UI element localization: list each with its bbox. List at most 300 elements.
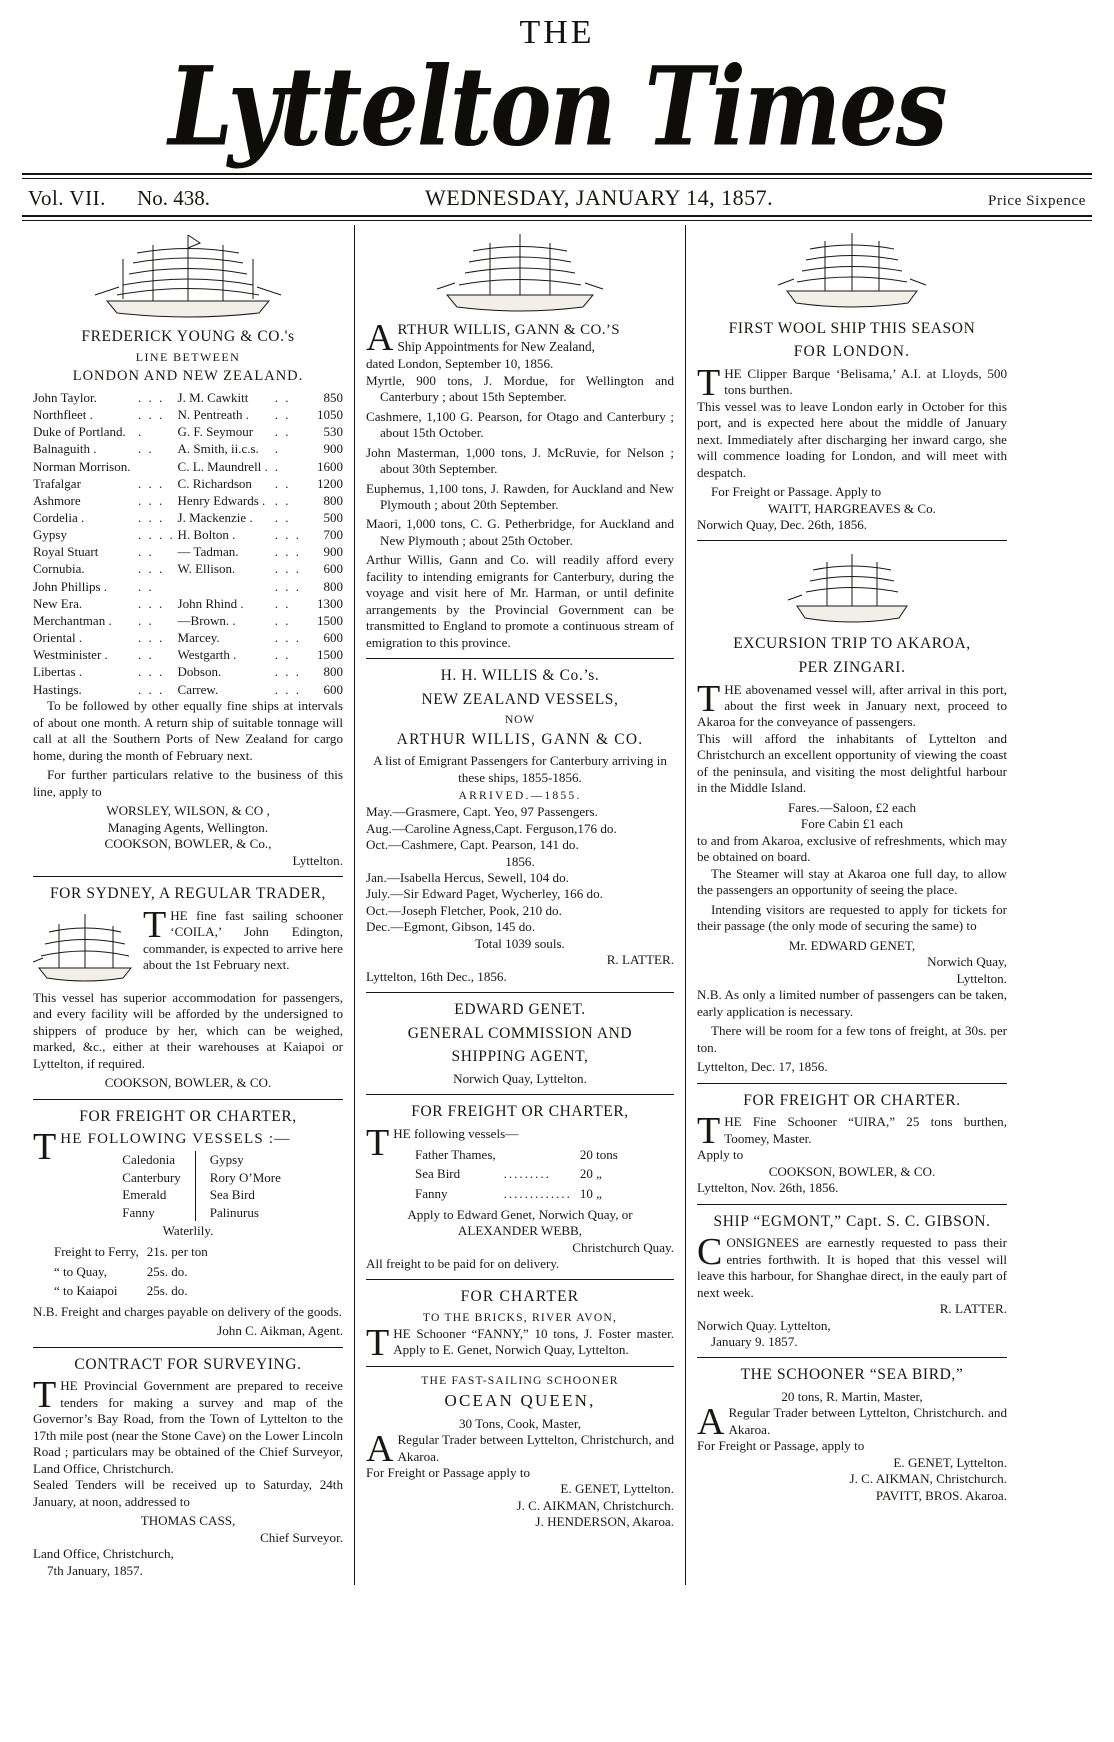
rate-value: 25s. do. bbox=[146, 1263, 188, 1279]
ad-apply: For Freight or Passage, apply to bbox=[697, 1438, 865, 1454]
leader-dots: . . bbox=[274, 389, 291, 405]
rate-label: Freight to Ferry, bbox=[54, 1244, 139, 1260]
ad-title-line-2: LINE BETWEEN bbox=[135, 350, 241, 365]
table-row bbox=[51, 1263, 211, 1280]
ad-title-4: ARTHUR WILLIS, GANN & CO. bbox=[396, 730, 644, 748]
ship-name: John Taylor. bbox=[33, 389, 97, 405]
leader-dots: ......... bbox=[503, 1166, 551, 1182]
leader-dots: . . . bbox=[137, 561, 165, 577]
columns bbox=[22, 225, 1092, 1585]
ad-ocean-queen bbox=[366, 1374, 674, 1531]
ad-title-1: RTHUR WILLIS, GANN & CO.’S bbox=[397, 321, 621, 338]
table-row bbox=[33, 561, 343, 578]
divider bbox=[697, 1357, 1007, 1358]
leader-dots: . . bbox=[274, 509, 291, 525]
vessel-tonnage-table bbox=[410, 1144, 623, 1204]
leader-dots: . . . bbox=[137, 389, 165, 405]
ad-signature: COOKSON, BOWLER, & CO. bbox=[104, 1075, 272, 1091]
ad-title: CONTRACT FOR SURVEYING. bbox=[74, 1355, 302, 1373]
table-row bbox=[33, 458, 343, 475]
ad-signature-1: WAITT, HARGREAVES & Co. bbox=[768, 500, 936, 516]
agent-list bbox=[697, 1455, 1007, 1504]
drop-cap: T bbox=[697, 361, 721, 404]
vessel-name: Fanny bbox=[122, 1204, 155, 1220]
vessel-name: Sea Bird bbox=[415, 1166, 461, 1182]
fares-line-2: Fore Cabin £1 each bbox=[800, 816, 904, 832]
vessel-name: Gypsy bbox=[209, 1151, 244, 1167]
agents-line-4: Lyttelton. bbox=[292, 852, 343, 868]
vessel-list-right bbox=[196, 1151, 295, 1221]
table-row bbox=[33, 441, 343, 458]
steamer-icon bbox=[787, 548, 917, 628]
ship-name: Balnaguith . bbox=[33, 441, 97, 457]
masthead-the: THE bbox=[519, 14, 595, 51]
ship-name: Northfleet . bbox=[33, 407, 93, 423]
ad-title: SHIP “EGMONT,” Capt. S. C. GIBSON. bbox=[713, 1212, 991, 1230]
table-row bbox=[33, 389, 343, 406]
divider bbox=[697, 1083, 1007, 1084]
ad-title-1: THE SCHOONER “SEA BIRD,” bbox=[740, 1366, 964, 1384]
agent-line: E. GENET, Lyttelton. bbox=[560, 1481, 674, 1497]
ship-name: Cordelia . bbox=[33, 509, 85, 525]
ad-arthur-willis bbox=[366, 229, 674, 652]
ad-title-3: 30 Tons, Cook, Master, bbox=[459, 1415, 581, 1431]
vessel-name: Palinurus bbox=[209, 1204, 259, 1220]
leader-dots: . . . bbox=[137, 595, 165, 611]
drop-cap: T bbox=[697, 1110, 721, 1153]
rate-value: 21s. per ton bbox=[146, 1244, 208, 1260]
ad-uira-charter bbox=[697, 1091, 1007, 1197]
leader-dots: . . . bbox=[274, 578, 301, 594]
vessel-name: Father Thames, bbox=[415, 1146, 496, 1162]
ship-name: Norman Morrison. bbox=[33, 458, 131, 474]
table-row bbox=[33, 510, 343, 527]
arrival-row: Aug.—Caroline Agness,Capt. Ferguson,176 do. bbox=[366, 820, 617, 836]
ship-master: —Brown. . bbox=[177, 612, 236, 628]
volume-label: Vol. VII. bbox=[28, 185, 106, 210]
ship-tonnage: 1500 bbox=[317, 647, 343, 663]
vessel-name: Caledonia bbox=[122, 1151, 176, 1167]
ad-body bbox=[697, 1401, 1007, 1444]
ad-dateline: dated London, September 10, 1856. bbox=[366, 356, 554, 372]
ad-title-1: EDWARD GENET. bbox=[454, 1001, 586, 1019]
ad-sydney-trader bbox=[33, 884, 343, 1091]
ad-hh-willis-passenger-list bbox=[366, 666, 674, 985]
ad-body bbox=[697, 677, 1007, 731]
ad-title-2: Ship Appointments for New Zealand, bbox=[397, 339, 595, 355]
ad-nb: N.B. As only a limited number of passengers can be taken, early application is necessary. bbox=[697, 987, 1007, 1019]
table-row bbox=[33, 544, 343, 561]
ship-name: Trafalgar bbox=[33, 475, 81, 491]
drop-cap: T bbox=[697, 677, 721, 720]
ad-paragraph-3: For Freight or Passage. Apply to bbox=[711, 484, 882, 500]
ship-tonnage: 900 bbox=[323, 544, 343, 560]
ad-title: FOR FREIGHT OR CHARTER, bbox=[79, 1107, 297, 1125]
ship-tonnage: 500 bbox=[323, 509, 343, 525]
ad-body bbox=[366, 1428, 674, 1471]
leader-dots: . . bbox=[137, 578, 154, 594]
ad-signature-2: Norwich Quay, bbox=[927, 954, 1007, 970]
ship-tonnage: 700 bbox=[323, 527, 343, 543]
vessel-last: Waterlily. bbox=[162, 1223, 214, 1239]
agent-line: J. C. AIKMAN, Christchurch. bbox=[849, 1471, 1007, 1487]
divider bbox=[366, 1279, 674, 1280]
vessel-tonnage: 20 „ bbox=[579, 1166, 602, 1182]
ad-body-text: ONSIGNEES are earnestly requested to pass their entries forthwith. It is hoped that this vessel will leave this harbour, for Shanghae direct, in the eauly part of next week. bbox=[697, 1235, 1007, 1300]
leader-dots: . bbox=[137, 424, 144, 440]
ad-title-1: H. H. WILLIS & Co.’s. bbox=[440, 667, 600, 685]
arrival-row: May.—Grasmere, Capt. Yeo, 97 Passengers. bbox=[366, 804, 598, 820]
agents-line-2: Managing Agents, Wellington. bbox=[107, 819, 269, 835]
table-row bbox=[33, 475, 343, 492]
ad-paragraph-1: To be followed by other equally fine ships at intervals of about one month. A return ship of suitable tonnage will call at all the Southern Ports of New Zealand for cargo home, during the month of February next. bbox=[33, 698, 343, 763]
drop-cap: T bbox=[366, 1321, 390, 1364]
ship-name: Oriental . bbox=[33, 630, 83, 646]
ship-appointments-list bbox=[366, 373, 674, 550]
ad-signature: R. LATTER. bbox=[606, 952, 674, 968]
ad-paragraph-2: This will afford the inhabitants of Lyttelton and Christchurch an excellent opportunity of viewing the coast of the peninsula, and visiting the most delightful harbour in the Middle Island. bbox=[697, 730, 1007, 796]
ship-name: Ashmore bbox=[33, 492, 81, 508]
arrivals-1855 bbox=[366, 804, 674, 853]
ship-master: A. Smith, ii.c.s. bbox=[177, 441, 259, 457]
leader-dots: . . bbox=[274, 595, 291, 611]
ad-footer-1: Land Office, Christchurch, bbox=[33, 1546, 174, 1562]
ad-title: FOR FREIGHT OR CHARTER, bbox=[411, 1103, 629, 1121]
ad-frederick-young bbox=[33, 229, 343, 870]
issue-bar-rule bbox=[22, 215, 1092, 221]
ad-body bbox=[697, 361, 1007, 404]
divider bbox=[366, 658, 674, 659]
ad-signature-1: THOMAS CASS, bbox=[140, 1513, 236, 1529]
ship-name: John Phillips . bbox=[33, 578, 108, 594]
ad-title-1: EXCURSION TRIP TO AKAROA, bbox=[733, 635, 971, 653]
leader-dots: . . . bbox=[137, 630, 165, 646]
ship-name: Duke of Portland. bbox=[33, 424, 126, 440]
ad-note: All freight to be paid for on delivery. bbox=[366, 1255, 560, 1271]
ad-body-text: HE Clipper Barque ‘Belisama,’ A.I. at Lloyds, 500 tons burthen. bbox=[724, 365, 1007, 398]
leader-dots: ............. bbox=[503, 1185, 572, 1201]
table-row bbox=[33, 613, 343, 630]
ship-tonnage: 800 bbox=[323, 492, 343, 508]
leader-dots: . . . bbox=[137, 492, 165, 508]
ad-paragraph-3: The Steamer will stay at Akaroa one full day, to allow the passengers an opportunity of seeing the place. bbox=[697, 865, 1007, 898]
ad-title: FOR SYDNEY, A REGULAR TRADER, bbox=[49, 885, 327, 903]
ship-tonnage: 600 bbox=[323, 681, 343, 697]
ad-paragraph: A list of Emigrant Passengers for Canterbury arriving in these ships, 1855-1856. bbox=[373, 753, 667, 785]
ship-name: New Era. bbox=[33, 595, 83, 611]
ad-signature-2: Lyttelton, Nov. 26th, 1856. bbox=[697, 1180, 839, 1196]
ad-title-1: THE FAST-SAILING SCHOONER bbox=[421, 1373, 619, 1387]
ship-master: C. L. Maundrell . bbox=[177, 458, 268, 474]
issue-bar bbox=[22, 179, 1092, 215]
leader-dots: . . . bbox=[137, 681, 165, 697]
vessel-tonnage: 20 tons bbox=[579, 1146, 618, 1162]
ad-paragraph-2: This vessel was to leave London early in October for this port, and is expected here about the middle of January next. Immediately after discharging her inward cargo, she will commence loading for London, and will meet with despatch. bbox=[697, 398, 1007, 480]
agent-line: J. C. AIKMAN, Christchurch. bbox=[516, 1497, 674, 1513]
leader-dots: . . bbox=[137, 612, 154, 628]
ad-body bbox=[33, 908, 343, 974]
ad-body bbox=[366, 1321, 674, 1364]
leader-dots: . . bbox=[274, 612, 291, 628]
ad-title-2: 20 tons, R. Martin, Master, bbox=[781, 1389, 923, 1404]
ship-master: G. F. Seymour bbox=[177, 424, 254, 440]
ad-footer-2: January 9. 1857. bbox=[711, 1334, 798, 1349]
divider bbox=[366, 1366, 674, 1367]
ad-paragraph-2: This vessel has superior accommodation for passengers, and every facility will be afforded by the undersigned to shippers of produce by her, which can be weighed, marked, &c., either at their warehouses at Kaiapoi or Lyttelton, if required. bbox=[33, 989, 343, 1071]
table-row bbox=[33, 527, 343, 544]
fares-note: to and from Akaroa, exclusive of refreshments, which may be obtained on board. bbox=[697, 832, 1007, 865]
ship-master: C. Richardson bbox=[177, 475, 252, 491]
ad-apply: For Freight or Passage apply to bbox=[366, 1465, 531, 1480]
ad-body-text: HE abovenamed vessel will, after arrival in this port, about the first week in January next, proceed to Akaroa for the conveyance of passengers. bbox=[697, 681, 1007, 730]
ad-ship-egmont bbox=[697, 1212, 1007, 1351]
table-row bbox=[33, 647, 343, 664]
ad-title-3: SHIPPING AGENT, bbox=[451, 1048, 589, 1066]
vessel-columns bbox=[60, 1151, 343, 1221]
ship-master: H. Bolton . bbox=[177, 527, 236, 543]
leader-dots bbox=[501, 1146, 575, 1163]
divider bbox=[697, 540, 1007, 541]
ship-name: Hastings. bbox=[33, 681, 82, 697]
rate-label: “ to Quay, bbox=[54, 1263, 107, 1279]
leader-dots: . . . bbox=[137, 664, 165, 680]
leader-dots: . . . bbox=[274, 544, 301, 560]
vessel-list-left bbox=[108, 1151, 195, 1221]
ad-title-2: GENERAL COMMISSION AND bbox=[407, 1024, 633, 1042]
ship-master: Carrew. bbox=[177, 681, 219, 697]
vessel-name: Fanny bbox=[415, 1185, 448, 1201]
leader-dots bbox=[138, 458, 178, 475]
ad-for-charter-fanny bbox=[366, 1287, 674, 1364]
leader-dots: . . bbox=[274, 647, 291, 663]
ship-name: Gypsy bbox=[33, 527, 67, 543]
table-row bbox=[33, 578, 343, 595]
leader-dots: . . bbox=[274, 492, 291, 508]
ship-master: Dobson. bbox=[177, 664, 222, 680]
ship-tonnage: 1050 bbox=[317, 407, 343, 423]
ad-footer-1: Norwich Quay. Lyttelton, bbox=[697, 1317, 831, 1333]
ship-name: Westminister . bbox=[33, 647, 108, 663]
ad-footer-2: 7th January, 1857. bbox=[47, 1562, 143, 1578]
arrived-heading: ARRIVED.—1855. bbox=[458, 789, 582, 803]
ship-master: Marcey. bbox=[177, 630, 220, 646]
ship-tonnage: 530 bbox=[323, 424, 343, 440]
vessel-name: Sea Bird bbox=[209, 1187, 255, 1203]
table-row bbox=[33, 407, 343, 424]
ad-paragraph-2: Sealed Tenders will be received up to Saturday, 24th January, at noon, addressed to bbox=[33, 1477, 343, 1509]
ad-signature-2: Norwich Quay, Dec. 26th, 1856. bbox=[697, 516, 868, 532]
ship-tonnage: 1200 bbox=[317, 475, 343, 491]
table-row bbox=[412, 1166, 621, 1183]
leader-dots: . . bbox=[137, 441, 154, 457]
ad-title-block bbox=[366, 316, 674, 359]
ad-title-2: FOR LONDON. bbox=[793, 343, 911, 361]
drop-cap: T bbox=[33, 1374, 57, 1417]
ad-body-text: HE Provincial Government are prepared to receive tenders for making a survey and map of the Governor’s Bay Road, from the Town of Lyttelton to the 17th mile post (near the Stone Cave) on the Lower Lincoln Road ; particulars may be obtained of the Chief Surveyor, Land Office, Christchurch. bbox=[33, 1378, 343, 1476]
leader-dots: . bbox=[274, 458, 280, 474]
ad-footer: Lyttelton, Dec. 17, 1856. bbox=[697, 1059, 828, 1075]
vessel-name: Rory O’More bbox=[209, 1169, 281, 1185]
ship-name: Royal Stuart bbox=[33, 544, 99, 560]
leader-dots: . . . bbox=[274, 630, 301, 646]
ship-appointment: Maori, 1,000 tons, C. G. Petherbridge, for Auckland and New Plymouth ; about 25th October. bbox=[366, 516, 674, 548]
ship-master: W. Ellison. bbox=[177, 561, 236, 577]
freight-rates-table bbox=[49, 1242, 213, 1302]
ad-signature-1: Mr. EDWARD GENET, bbox=[788, 937, 916, 953]
leader-dots: . . . bbox=[274, 561, 301, 577]
leader-dots: . . . bbox=[137, 407, 165, 423]
rate-label: “ to Kaiapoi bbox=[54, 1282, 118, 1298]
ship-master bbox=[178, 578, 275, 595]
ad-edward-genet bbox=[366, 1000, 674, 1087]
divider bbox=[33, 1347, 343, 1348]
column-1 bbox=[22, 225, 354, 1585]
table-row bbox=[51, 1282, 211, 1299]
ad-body-text: HE fine fast sailing schooner ‘COILA,’ John Edington, commander, is expected to arrive here about the 1st February next. bbox=[143, 907, 343, 973]
divider bbox=[366, 1094, 674, 1095]
ship-tonnage: 600 bbox=[323, 630, 343, 646]
ad-apply: Apply to Edward Genet, Norwich Quay, or bbox=[407, 1206, 633, 1222]
year-1856: 1856. bbox=[505, 853, 535, 869]
newspaper-page bbox=[0, 14, 1114, 1742]
ad-body-text: HE Schooner “FANNY,” 10 tons, J. Foster master. Apply to E. Genet, Norwich Quay, Lyttelton. bbox=[393, 1325, 674, 1358]
leader-dots: . . bbox=[137, 647, 154, 663]
table-row bbox=[33, 630, 343, 647]
divider bbox=[697, 1204, 1007, 1205]
ship-tonnage: 800 bbox=[323, 664, 343, 680]
drop-cap: C bbox=[697, 1231, 723, 1274]
ship-master: N. Pentreath . bbox=[177, 407, 250, 423]
ad-signature-3: Lyttelton. bbox=[956, 970, 1007, 986]
ad-title-1: FIRST WOOL SHIP THIS SEASON bbox=[728, 319, 976, 337]
vessel-name: Emerald bbox=[122, 1187, 167, 1203]
ad-body-text: Regular Trader between Lyttelton, Christchurch. and Akaroa. bbox=[728, 1405, 1007, 1437]
divider bbox=[366, 992, 674, 993]
arrival-row: Dec.—Egmont, Gibson, 145 do. bbox=[366, 919, 536, 935]
vessel-tonnage: 10 „ bbox=[579, 1185, 602, 1201]
ad-first-wool-ship bbox=[697, 229, 1007, 534]
leader-dots: . . bbox=[274, 424, 291, 440]
ship-master: J. Mackenzie . bbox=[177, 509, 253, 525]
drop-cap: A bbox=[366, 316, 394, 359]
ship-appointment: Euphemus, 1,100 tons, J. Rawden, for Auckland and New Plymouth ; about 20th September. bbox=[366, 480, 674, 512]
ship-tonnage: 900 bbox=[323, 441, 343, 457]
ship-master: Westgarth . bbox=[177, 647, 237, 663]
drop-cap: T bbox=[143, 907, 167, 946]
table-row bbox=[51, 1244, 211, 1261]
ad-signature: R. LATTER. bbox=[939, 1301, 1007, 1317]
divider bbox=[33, 876, 343, 877]
leader-dots: . . bbox=[137, 544, 154, 560]
ad-title-3: NOW bbox=[504, 713, 536, 727]
issue-date: WEDNESDAY, JANUARY 14, 1857. bbox=[424, 184, 774, 210]
divider bbox=[33, 1099, 343, 1100]
column-2 bbox=[354, 225, 686, 1585]
table-row bbox=[412, 1146, 621, 1163]
ad-title-1: FOR CHARTER bbox=[460, 1288, 580, 1306]
vessel-name: Canterbury bbox=[122, 1169, 181, 1185]
drop-cap: T bbox=[33, 1126, 57, 1169]
leader-dots: . . . bbox=[274, 664, 301, 680]
ship-appointment: Myrtle, 900 tons, J. Mordue, for Wellington and Canterbury ; about 15th September. bbox=[366, 372, 674, 405]
ad-signature-1: ALEXANDER WEBB, bbox=[457, 1223, 583, 1239]
agents-line-1: WORSLEY, WILSON, & CO , bbox=[106, 803, 270, 819]
ship-appointment: John Masterman, 1,000 tons, J. McRuvie, for Nelson ; about 30th September. bbox=[366, 444, 674, 477]
ad-title-line-1: FREDERICK YOUNG & CO.'s bbox=[81, 327, 295, 345]
ad-title-line-3: LONDON AND NEW ZEALAND. bbox=[72, 368, 304, 385]
ad-signature-2: Christchurch Quay. bbox=[572, 1239, 674, 1255]
table-row bbox=[33, 664, 343, 681]
arrival-row: Oct.—Joseph Fletcher, Pook, 210 do. bbox=[366, 902, 562, 918]
ad-freight-or-charter-vessels bbox=[33, 1107, 343, 1340]
ship-master: — Tadman. bbox=[177, 544, 239, 560]
ad-title: FOR FREIGHT OR CHARTER. bbox=[743, 1091, 961, 1109]
ship-name: Merchantman . bbox=[33, 612, 112, 628]
ad-genet-freight-charter bbox=[366, 1102, 674, 1272]
ad-signature: John C. Aikman, Agent. bbox=[217, 1323, 343, 1339]
ship-name: Libertas . bbox=[33, 664, 83, 680]
leader-dots: . . . bbox=[274, 527, 301, 543]
sailing-ship-icon bbox=[435, 229, 605, 315]
ad-contract-for-surveying bbox=[33, 1355, 343, 1579]
ad-paragraph: Arthur Willis, Gann and Co. will readily afford every facility to intending emigrants for Canterbury, during the voyage and visit here of Mr. Harman, or until definite arrangements by the Provincial Government can be transmitted to England to promote a continuous stream of emigration to this province. bbox=[366, 552, 674, 650]
ship-master: J. M. Cawkitt bbox=[177, 389, 249, 405]
agents-line-3: COOKSON, BOWLER, & Co., bbox=[104, 836, 272, 852]
leader-dots: . bbox=[274, 441, 280, 457]
ad-intro: HE following vessels— bbox=[393, 1125, 519, 1141]
table-row bbox=[33, 681, 343, 698]
ad-paragraph-4: Intending visitors are requested to apply for tickets for their passage (the only mode of securing the same) to bbox=[697, 901, 1007, 934]
ad-body bbox=[33, 1374, 343, 1477]
ad-body bbox=[697, 1110, 1007, 1153]
ship-tonnage: 800 bbox=[323, 578, 343, 594]
table-row bbox=[33, 595, 343, 612]
ad-body-text: Regular Trader between Lyttelton, Christchurch, and Akaroa. bbox=[397, 1432, 674, 1464]
ad-paragraph-5: There will be room for a few tons of freight, at 30s. per ton. bbox=[697, 1023, 1007, 1055]
fares-line-1: Fares.—Saloon, £2 each bbox=[788, 799, 916, 815]
table-row bbox=[33, 424, 343, 441]
ad-title-2: OCEAN QUEEN, bbox=[444, 1391, 596, 1411]
agent-list bbox=[366, 1481, 674, 1530]
ship-tonnage: 1600 bbox=[317, 458, 343, 474]
ad-subtitle: HE FOLLOWING VESSELS :— bbox=[60, 1131, 291, 1148]
leader-dots: . . . . bbox=[137, 527, 175, 543]
arrivals-1856 bbox=[366, 870, 674, 936]
ad-title-2: TO THE BRICKS, RIVER AVON, bbox=[422, 1310, 618, 1324]
ad-signature-1: COOKSON, BOWLER, & CO. bbox=[768, 1163, 936, 1179]
ad-title-4: Norwich Quay, Lyttelton. bbox=[453, 1070, 587, 1086]
ad-nb: N.B. Freight and charges payable on delivery of the goods. bbox=[33, 1303, 342, 1319]
arrival-row: July.—Sir Edward Paget, Wycherley, 166 do. bbox=[366, 886, 603, 902]
ad-title-2: PER ZINGARI. bbox=[798, 658, 906, 676]
ad-paragraph-2: For further particulars relative to the business of this line, apply to bbox=[33, 767, 343, 799]
agent-line: E. GENET, Lyttelton. bbox=[893, 1454, 1007, 1470]
leader-dots: . . . bbox=[137, 509, 165, 525]
ad-excursion-akaroa bbox=[697, 548, 1007, 1075]
ad-apply: Apply to bbox=[697, 1147, 744, 1163]
leader-dots: . . bbox=[274, 407, 291, 423]
issue-price: Price Sixpence bbox=[988, 192, 1086, 209]
arrival-row: Oct.—Cashmere, Capt. Pearson, 141 do. bbox=[366, 837, 579, 853]
arrival-row: Jan.—Isabella Hercus, Sewell, 104 do. bbox=[366, 869, 569, 885]
leader-dots: . . . bbox=[274, 681, 301, 697]
sailing-ship-icon bbox=[93, 229, 283, 321]
ship-list-table bbox=[33, 389, 343, 698]
ad-body bbox=[697, 1231, 1007, 1301]
leader-dots: . . . bbox=[137, 475, 165, 491]
masthead-title: Lyttelton Times bbox=[168, 42, 946, 171]
ship-name: Cornubia. bbox=[33, 561, 85, 577]
